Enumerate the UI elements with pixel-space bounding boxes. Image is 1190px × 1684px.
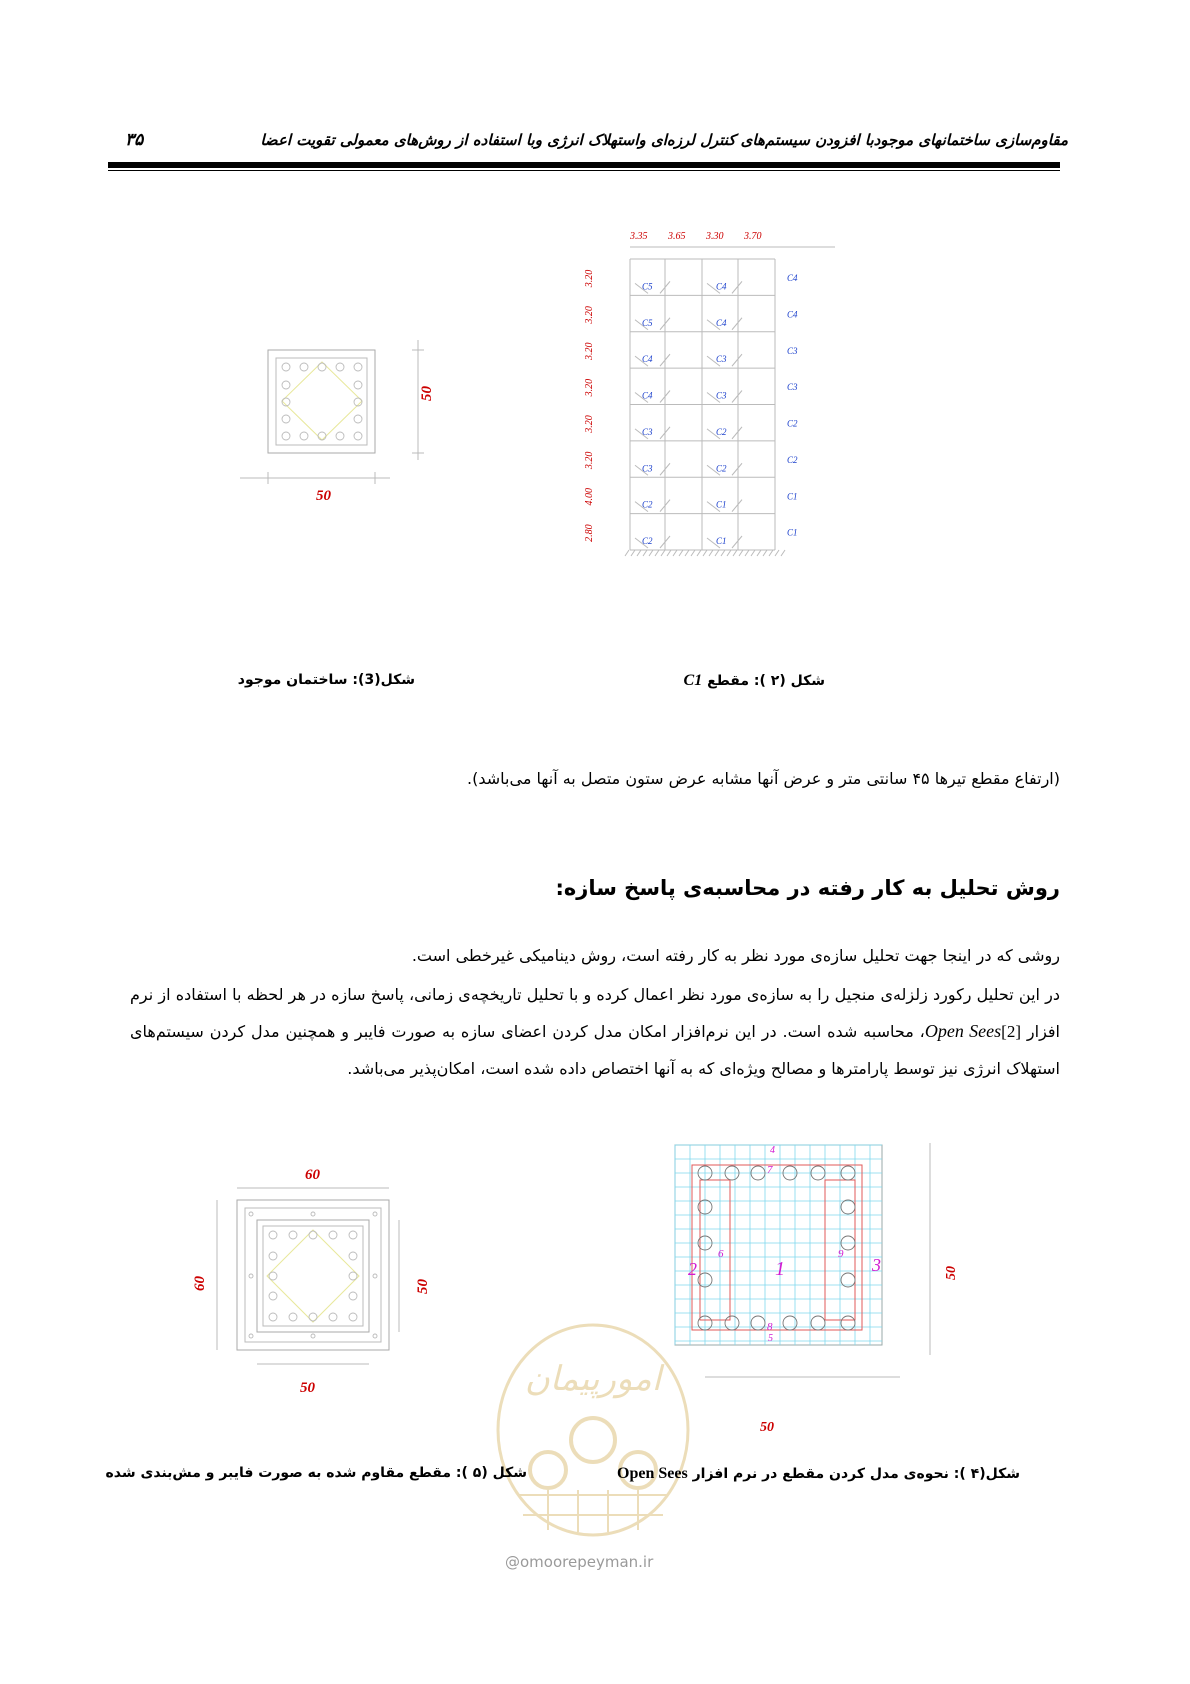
story-height-label: 3.20 bbox=[584, 269, 595, 288]
section-heading: روش تحلیل به کار رفته در محاسبه‌ی پاسخ سازه: bbox=[555, 876, 1060, 900]
column-label-mid: C2 bbox=[716, 426, 727, 437]
figure3-caption: شکل(3): ساختمان موجود bbox=[237, 672, 415, 688]
watermark-logo bbox=[478, 1320, 708, 1550]
column-label-left: C4 bbox=[642, 354, 653, 365]
column-label-right: C4 bbox=[787, 273, 798, 283]
figure2-caption-section: C1 bbox=[683, 672, 703, 689]
column-label-mid: C3 bbox=[716, 390, 727, 401]
column-label-right: C3 bbox=[787, 382, 798, 393]
column-label-right: C1 bbox=[787, 491, 798, 502]
patch-label: 5 bbox=[768, 1333, 773, 1344]
figure4-caption bbox=[617, 1465, 1020, 1483]
figure5-section-drawing bbox=[195, 1180, 425, 1380]
page-number: ۳۵ bbox=[125, 130, 144, 150]
figure2-caption-prefix: شکل (۲ ): مقطع bbox=[707, 673, 825, 689]
bay-width-labels bbox=[629, 231, 762, 242]
patch-label: 1 bbox=[775, 1258, 785, 1280]
figure2-section-drawing bbox=[240, 330, 440, 510]
story-height-label: 3.20 bbox=[584, 306, 595, 324]
patch-label: 2 bbox=[688, 1259, 697, 1279]
figure2-width-label: 50 bbox=[316, 488, 331, 504]
column-label-mid: C4 bbox=[716, 317, 727, 328]
patch-label: 9 bbox=[838, 1248, 844, 1260]
column-label-right: C3 bbox=[787, 345, 798, 356]
figure4-width-label: 50 bbox=[760, 1420, 774, 1435]
patch-label: 6 bbox=[718, 1248, 724, 1260]
story-height-label: 3.20 bbox=[584, 415, 595, 433]
column-label-left: C5 bbox=[642, 317, 653, 328]
story-height-labels bbox=[584, 270, 595, 542]
story-height-label: 3.20 bbox=[584, 378, 595, 397]
bay-width-label: 3.65 bbox=[668, 231, 686, 242]
software-name: Open Sees bbox=[924, 1021, 1002, 1041]
story-height-label: 3.20 bbox=[584, 451, 595, 470]
story-height-label: 3.20 bbox=[584, 342, 595, 360]
column-label-right: C2 bbox=[787, 418, 798, 429]
citation-ref: [2] bbox=[1001, 1022, 1021, 1041]
figure2-height-label: 50 bbox=[419, 386, 435, 401]
figure4-caption-prefix: شکل(۴ ): نحوه‌ی مدل کردن مقطع در نرم افزار bbox=[692, 1466, 1020, 1482]
story-height-label: 2.80 bbox=[584, 524, 595, 542]
beam-note: (ارتفاع مقطع تیرها ۴۵ سانتی متر و عرض آنها مشابه عرض ستون متصل به آنها می‌باشد). bbox=[467, 769, 1060, 788]
figure5-outer-width: 60 bbox=[305, 1167, 320, 1183]
paragraph-2-part1: در این تحلیل رکورد زلزله‌ی منجیل را به سازه‌ی مورد نظر اعمال کرده و با تحلیل تاریخچه‌ی زمانی، پاسخ سازه در هر لحظه با استفاده از نرم افزار bbox=[130, 985, 1060, 1041]
column-label-mid: C1 bbox=[716, 536, 727, 546]
bay-width-label: 3.30 bbox=[706, 231, 724, 242]
column-label-left: C2 bbox=[642, 536, 653, 546]
header-rule bbox=[108, 162, 1060, 168]
figure4-height-label: 50 bbox=[944, 1266, 959, 1280]
column-label-left: C5 bbox=[642, 281, 653, 292]
column-label-mid: C1 bbox=[716, 499, 727, 510]
patch-number-labels bbox=[688, 1145, 881, 1344]
patch-label: 4 bbox=[770, 1145, 775, 1156]
figure5-caption: شکل (۵ ): مقطع مقاوم شده به صورت فایبر و مش‌بندی شده bbox=[105, 1465, 527, 1481]
watermark-url bbox=[505, 1553, 653, 1571]
paragraph-1: روشی که در اینجا جهت تحلیل سازه‌ی مورد نظر به کار رفته است، روش دینامیکی غیرخطی است. bbox=[411, 946, 1060, 965]
figure2-caption bbox=[684, 672, 825, 690]
figure5-outer-height: 60 bbox=[192, 1276, 208, 1291]
patch-label: 8 bbox=[767, 1321, 773, 1333]
column-label-mid: C4 bbox=[716, 281, 727, 292]
header-rule-thin bbox=[108, 170, 1060, 171]
figure3-frame-drawing bbox=[584, 225, 860, 595]
watermark-logo-text: امورپیمان bbox=[524, 1361, 662, 1398]
column-label-left: C3 bbox=[642, 463, 653, 474]
column-label-right: C4 bbox=[787, 309, 798, 320]
column-label-mid: C2 bbox=[716, 463, 727, 474]
paragraph-2-part2: ، محاسبه شده است. در این نرم‌افزار امکان مدل کردن اعضای سازه به صورت فایبر و همچنین مدل کردن سیستم‌های استهلاک انرژی نیز توسط پارامترها و مصالح ویژه‌ای که به آنها اختصاص داده شده است، امکان‌پذیر می‌باشد. bbox=[130, 1022, 1060, 1078]
story-height-label: 4.00 bbox=[584, 487, 595, 506]
paragraph-2 bbox=[130, 976, 1060, 1087]
bay-width-label: 3.70 bbox=[744, 231, 762, 242]
at-icon: @ bbox=[505, 1553, 520, 1571]
patch-label: 3 bbox=[872, 1255, 881, 1275]
patch-label: 7 bbox=[767, 1164, 773, 1176]
watermark-url-text: omoorepeyman.ir bbox=[520, 1553, 654, 1571]
figure5-inner-height: 50 bbox=[415, 1279, 431, 1294]
running-header-title: مقاوم‌سازی ساختمانهای موجودبا افزودن سیستم‌های کنترل لرزه‌ای واستهلاک انرژی وبا استفاده از روش‌های معمولی تقویت اعضا bbox=[260, 131, 1068, 149]
column-label-mid: C3 bbox=[716, 354, 727, 365]
column-label-right: C1 bbox=[787, 527, 798, 538]
bay-width-label: 3.35 bbox=[630, 231, 648, 242]
figure4-caption-software: Open Sees bbox=[617, 1465, 688, 1482]
column-label-right: C2 bbox=[787, 454, 798, 465]
column-label-left: C2 bbox=[642, 499, 653, 510]
column-label-left: C3 bbox=[642, 426, 653, 437]
column-label-left: C4 bbox=[642, 390, 653, 401]
figure5-inner-width: 50 bbox=[300, 1380, 315, 1396]
